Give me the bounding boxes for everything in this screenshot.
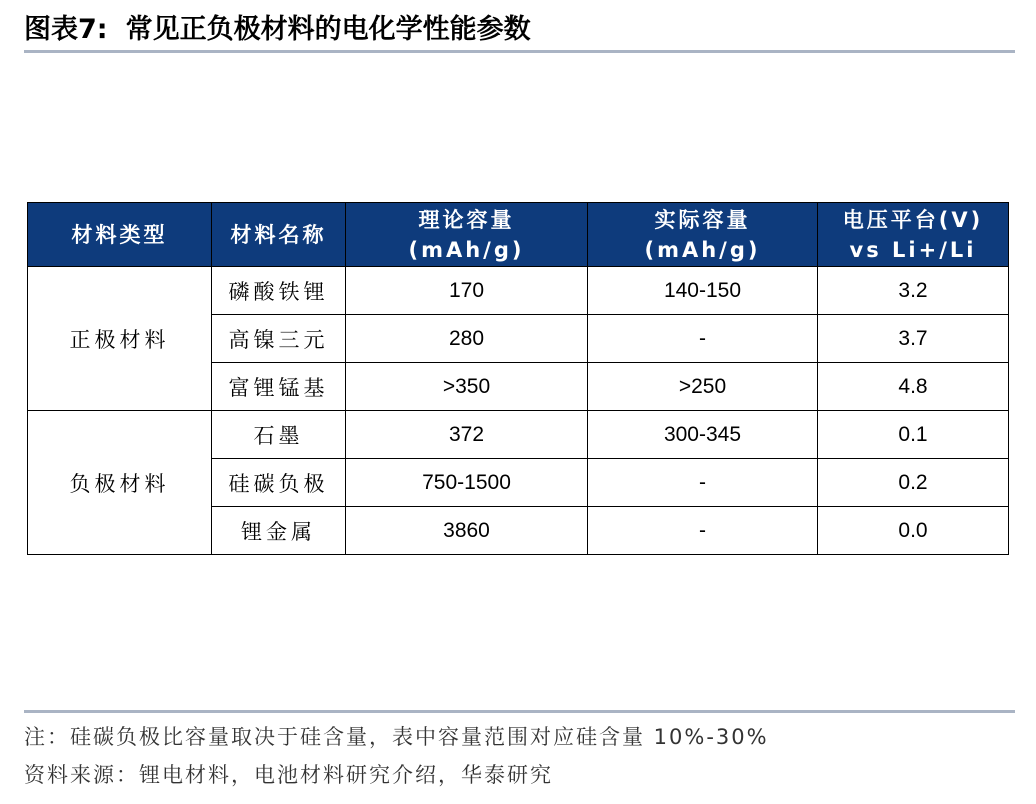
- material-name: 锂金属: [212, 507, 346, 555]
- table-header-row: [28, 203, 1009, 267]
- header-material-name: 材料名称: [212, 203, 346, 267]
- voltage-plateau: 0.1: [818, 411, 1009, 459]
- theoretical-capacity: 170: [346, 267, 588, 315]
- theoretical-capacity: 750-1500: [346, 459, 588, 507]
- actual-capacity: 140-150: [588, 267, 818, 315]
- figure-title-text: 常见正负极材料的电化学性能参数: [125, 14, 531, 45]
- material-name: 高镍三元: [212, 315, 346, 363]
- source-citation: 资料来源：锂电材料，电池材料研究介绍，华泰研究: [24, 763, 553, 787]
- table-row: [28, 411, 1009, 459]
- figure-title: [24, 10, 531, 50]
- material-name: 富锂锰基: [212, 363, 346, 411]
- actual-capacity: >250: [588, 363, 818, 411]
- header-theoretical-capacity: 理论容量 (mAh/g): [346, 203, 588, 267]
- group-label-anode: 负极材料: [28, 411, 212, 555]
- material-name: 石墨: [212, 411, 346, 459]
- actual-capacity: -: [588, 459, 818, 507]
- actual-capacity: -: [588, 315, 818, 363]
- voltage-plateau: 0.2: [818, 459, 1009, 507]
- footnote: 注：硅碳负极比容量取决于硅含量，表中容量范围对应硅含量 10%-30%: [24, 725, 769, 749]
- theoretical-capacity: >350: [346, 363, 588, 411]
- header-actual-capacity: 实际容量 (mAh/g): [588, 203, 818, 267]
- theoretical-capacity: 3860: [346, 507, 588, 555]
- actual-capacity: -: [588, 507, 818, 555]
- figure-number: 图表7:: [24, 14, 108, 45]
- bottom-divider: [24, 710, 1015, 713]
- voltage-plateau: 0.0: [818, 507, 1009, 555]
- voltage-plateau: 3.2: [818, 267, 1009, 315]
- header-material-type: 材料类型: [28, 203, 212, 267]
- voltage-plateau: 3.7: [818, 315, 1009, 363]
- group-label-cathode: 正极材料: [28, 267, 212, 411]
- electrode-materials-table: [27, 202, 1009, 555]
- theoretical-capacity: 280: [346, 315, 588, 363]
- header-voltage-plateau: 电压平台(V) vs Li+/Li: [818, 203, 1009, 267]
- material-name: 硅碳负极: [212, 459, 346, 507]
- actual-capacity: 300-345: [588, 411, 818, 459]
- top-divider: [24, 50, 1015, 53]
- table-row: [28, 267, 1009, 315]
- material-name: 磷酸铁锂: [212, 267, 346, 315]
- theoretical-capacity: 372: [346, 411, 588, 459]
- voltage-plateau: 4.8: [818, 363, 1009, 411]
